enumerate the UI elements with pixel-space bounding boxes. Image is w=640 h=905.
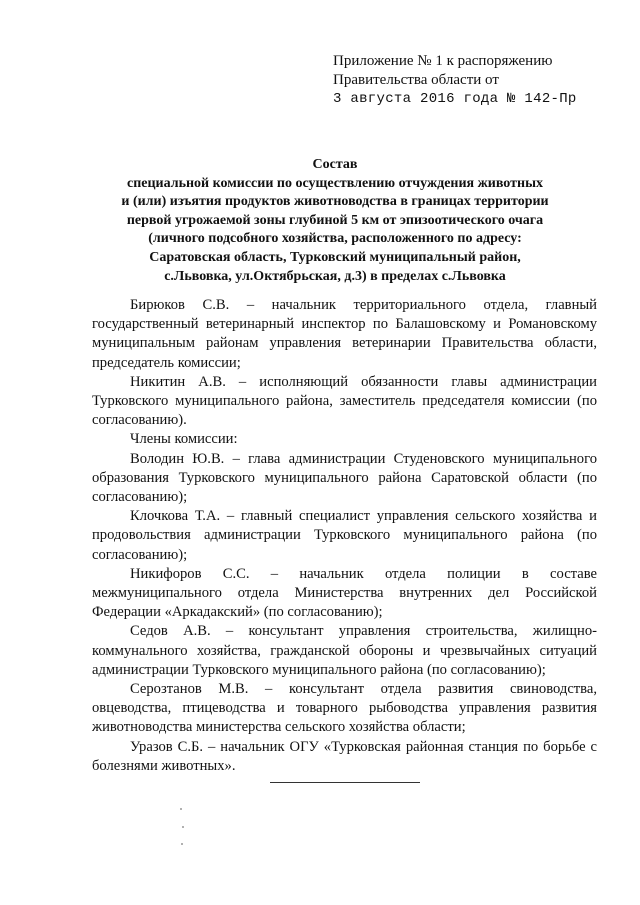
closing-divider-line — [270, 782, 420, 783]
appendix-line-2: Правительства области от — [333, 72, 499, 88]
appendix-line-1: Приложение № 1 к распоряжению — [333, 53, 553, 69]
member-deputy-chairman: Никитин А.В. – исполняющий обязанности главы администрации Турковского муниципального района, заместитель председателя комиссии (по согласованию). — [92, 373, 597, 429]
title-line-5: (личного подсобного хозяйства, расположенного по адресу: — [148, 231, 522, 247]
commission-members-list — [92, 296, 597, 776]
member-nikiforov: Никифоров С.С. – начальник отдела полиции в составе межмуниципального отдела Министерства внутренних дел Российской Федерации «Аркадакский» (по согласованию); — [92, 565, 597, 621]
title-line-1: Состав — [312, 157, 358, 172]
member-volodin: Володин Ю.В. – глава администрации Студеновского муниципального образования Турковского муниципального района Саратовской области (по согласованию); — [92, 450, 597, 506]
scan-speck — [180, 808, 182, 810]
member-chairman: Бирюков С.В. – начальник территориального отдела, главный государственный ветеринарный инспектор по Балашовскому и Романовскому муниципальным районам управления ветеринарии Правительства области, председатель комиссии; — [92, 297, 597, 371]
title-line-6: Саратовская область, Турковский муниципальный район, — [149, 249, 521, 265]
title-line-7: с.Львовка, ул.Октябрьская, д.3) в пределах с.Львовка — [164, 268, 506, 284]
members-subheading: Члены комиссии: — [130, 431, 238, 448]
scan-speck — [181, 843, 183, 845]
member-sedov: Седов А.В. – консультант управления строительства, жилищно-коммунального хозяйства, гражданской обороны и чрезвычайных ситуаций администрации Турковского муниципального района (по согласованию); — [92, 623, 597, 678]
title-line-4: первой угрожаемой зоны глубиной 5 км от эпизоотического очага — [126, 212, 544, 228]
title-line-3: и (или) изъятия продуктов животноводства в границах территории — [121, 194, 549, 210]
member-urazov: Уразов С.Б. – начальник ОГУ «Турковская районная станция по борьбе с болезнями животных». — [92, 738, 597, 774]
member-seroshtanov: Серозтанов М.В. – консультант отдела развития свиноводства, овцеводства, птицеводства и товарного рыбоводства управления развития животноводства министерства сельского хозяйства области; — [92, 681, 597, 736]
scan-speck — [182, 826, 184, 828]
member-klochkova: Клочкова Т.А. – главный специалист управления сельского хозяйства и продовольствия администрации Турковского муниципального района (по согласованию); — [92, 508, 597, 563]
appendix-date-number: 3 августа 2016 года № 142-Пр — [333, 91, 577, 107]
title-line-2: специальной комиссии по осуществлению отчуждения животных — [126, 175, 543, 191]
appendix-header — [333, 52, 623, 109]
document-title — [60, 156, 610, 286]
